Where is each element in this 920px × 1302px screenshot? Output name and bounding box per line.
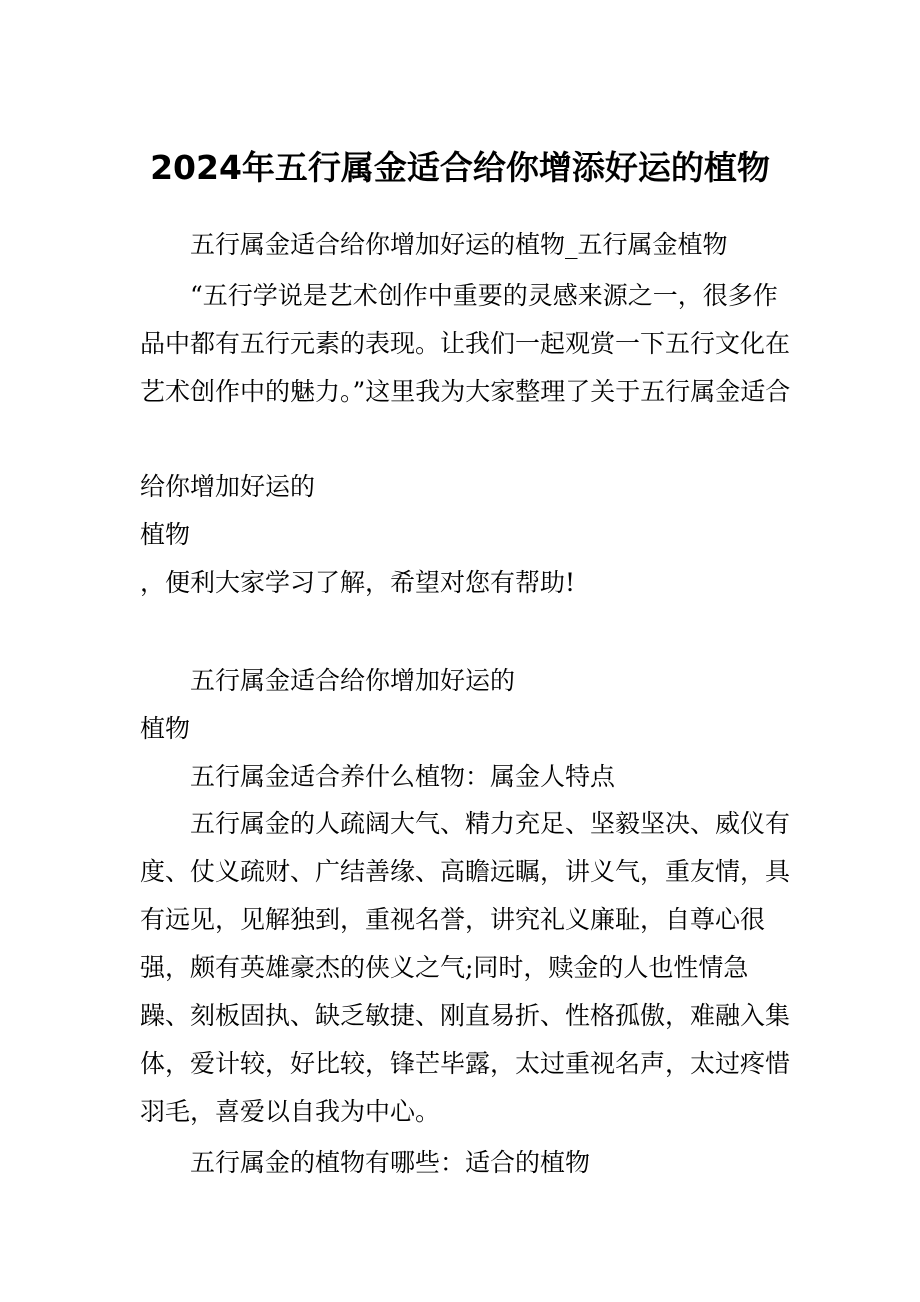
- plants-heading: 五行属金的植物有哪些：适合的植物: [190, 1148, 591, 1177]
- intro-quote-paragraph: “五行学说是艺术创作中重要的灵感来源之一，很多作品中都有五行元素的表现。让我们一起观赏一下五行文化在艺术创作中的魅力。”这里我为大家整理了关于五行属金适合: [140, 281, 791, 406]
- traits-heading: 五行属金适合养什么植物：属金人特点: [190, 762, 616, 791]
- intro-line-give: 给你增加好运的: [140, 472, 316, 501]
- section-heading-plant: 植物: [140, 714, 191, 743]
- subtitle-paragraph: 五行属金适合给你增加好运的植物_五行属金植物: [190, 230, 728, 259]
- intro-line-plant: 植物: [140, 520, 191, 549]
- section-heading: 五行属金适合给你增加好运的: [190, 666, 516, 695]
- document-title: 2024年五行属金适合给你增添好运的植物: [150, 148, 770, 187]
- intro-line-end: ，便利大家学习了解，希望对您有帮助!: [140, 568, 576, 597]
- traits-paragraph: 五行属金的人疏阔大气、精力充足、坚毅坚决、威仪有度、仗义疏财、广结善缘、高瞻远瞩，讲义气，重友情，具有远见，见解独到，重视名誉，讲究礼义廉耻，自尊心很强，颇有英雄豪杰的侠义之气;同时，赎金的人也性情急躁、刻板固执、缺乏敏捷、刚直易折、性格孤傲，难融入集体，爱计较，好比较，锋芒毕露，太过重视名声，太过疼惜羽毛，喜爱以自我为中心。: [140, 809, 791, 1126]
